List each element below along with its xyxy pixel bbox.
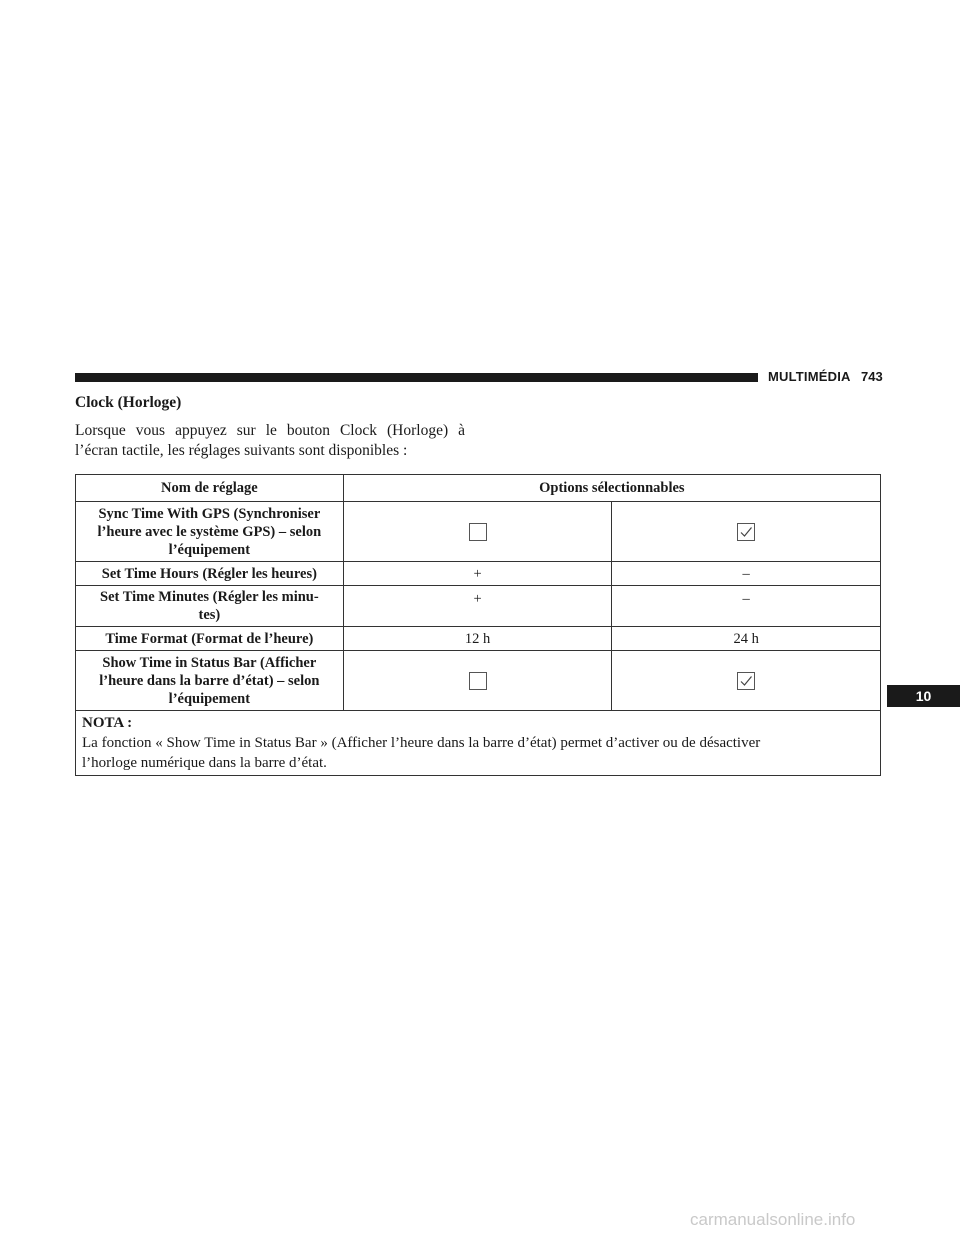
watermark: carmanualsonline.info xyxy=(690,1210,856,1229)
note-row xyxy=(76,711,881,776)
setting-name: Set Time Hours (Régler les heures) xyxy=(76,562,344,586)
checkbox-checked-icon xyxy=(736,522,756,542)
note-cell xyxy=(76,711,881,776)
table-row xyxy=(76,651,881,711)
intro-line-1: Lorsque vous appuyez sur le bouton Clock (Horloge) à xyxy=(75,422,465,439)
setting-name-line: tes) xyxy=(198,607,221,623)
table-header-row xyxy=(76,475,881,502)
note-text-line: l’horloge numérique dans la barre d’état. xyxy=(82,755,327,771)
intro-paragraph xyxy=(75,421,465,461)
setting-name xyxy=(76,651,344,711)
table-row xyxy=(76,562,881,586)
setting-name: Time Format (Format de l’heure) xyxy=(76,627,344,651)
setting-name-line: Set Time Minutes (Régler les minu- xyxy=(100,589,319,605)
option-cell: – xyxy=(612,562,881,586)
setting-name xyxy=(76,586,344,627)
setting-name-line: l’heure avec le système GPS) – selon xyxy=(97,523,322,540)
checkbox-empty-icon xyxy=(468,522,488,542)
setting-name-line: Sync Time With GPS (Synchroniser xyxy=(98,505,321,522)
table-row xyxy=(76,502,881,562)
note-text-line: La fonction « Show Time in Status Bar » (Afficher l’heure dans la barre d’état) permet d’activer ou de désactiver xyxy=(82,735,761,751)
note-title: NOTA : xyxy=(82,715,133,731)
checkbox-checked-icon xyxy=(736,671,756,691)
option-cell xyxy=(612,651,881,711)
column-header-options: Options sélectionnables xyxy=(343,475,880,502)
table-row xyxy=(76,586,881,627)
checkbox-empty-icon xyxy=(468,671,488,691)
option-cell: – xyxy=(612,586,881,627)
page-number: 743 xyxy=(861,369,883,384)
option-cell: 12 h xyxy=(343,627,612,651)
option-cell: 24 h xyxy=(612,627,881,651)
setting-name xyxy=(76,502,344,562)
option-cell xyxy=(612,502,881,562)
settings-table xyxy=(75,474,881,776)
setting-name-line: l’heure dans la barre d’état) – selon xyxy=(99,672,320,689)
table-row xyxy=(76,627,881,651)
setting-name-line: l’équipement xyxy=(168,541,251,558)
column-header-name: Nom de réglage xyxy=(76,475,344,502)
option-cell: + xyxy=(343,586,612,627)
option-cell xyxy=(343,651,612,711)
chapter-tab: 10 xyxy=(887,685,960,707)
header-section-title: MULTIMÉDIA xyxy=(768,369,851,384)
option-cell: + xyxy=(343,562,612,586)
section-title: Clock (Horloge) xyxy=(75,394,182,411)
intro-line-2: l’écran tactile, les réglages suivants sont disponibles : xyxy=(75,442,408,459)
setting-name-line: Show Time in Status Bar (Afficher xyxy=(102,654,317,671)
setting-name-line: l’équipement xyxy=(168,690,251,707)
header-rule xyxy=(75,373,758,382)
option-cell xyxy=(343,502,612,562)
